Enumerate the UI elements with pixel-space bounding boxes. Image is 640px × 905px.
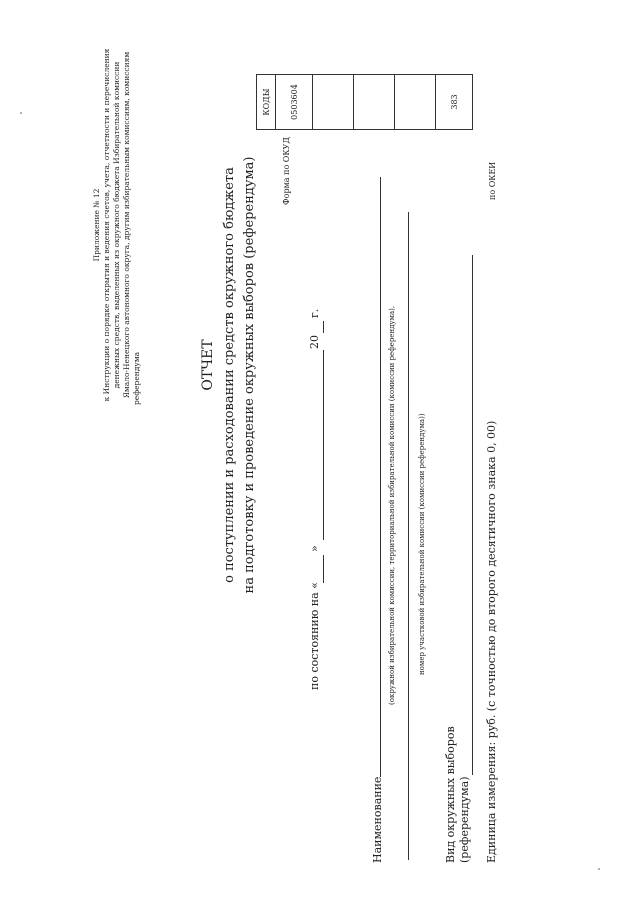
report-heading: ОТЧЕТ: [200, 339, 216, 391]
election-type-line[interactable]: [472, 255, 473, 775]
okei-label: по ОКЕИ: [488, 161, 497, 200]
appendix-line-4: референдума: [132, 351, 141, 405]
codes-table: [256, 74, 473, 130]
as-of-year-suffix: г.: [308, 308, 321, 318]
appendix-line-1: к Инструкции о порядке открытия и ведения счетов, учета, отчетности и перечисления: [102, 48, 111, 402]
as-of-quote-close: »: [308, 545, 321, 552]
as-of-label: по состоянию на «: [308, 582, 321, 690]
name-label: Наименование: [371, 776, 384, 863]
as-of-year-line[interactable]: [323, 321, 324, 333]
okud-code-cell: 0503604: [276, 75, 313, 130]
election-type-label-2: (референдума): [458, 776, 471, 863]
appendix-line-2: денежных средств, выделенных из окружного бюджета Избирательной комиссии: [112, 61, 121, 389]
report-title-line-2: на подготовку и проведение окружных выборов (референдума): [242, 156, 257, 594]
code-cell-empty-3[interactable]: [395, 75, 436, 130]
as-of-month-line[interactable]: [323, 350, 324, 540]
appendix-number: Приложение № 12: [92, 188, 101, 262]
name-hint-2: номер участковой избирательной комиссии (комиссии референдума)): [418, 413, 426, 675]
report-title-line-1: о поступлении и расходовании средств окружного бюджета: [222, 167, 237, 583]
scan-speck: [598, 868, 600, 870]
name-hint-1: (окружной избирательной комиссии, территориальной избирательной комиссии (комиссии референдума),: [388, 305, 396, 705]
election-type-label-1: Вид окружных выборов: [444, 726, 457, 863]
as-of-year-prefix: 20: [308, 335, 321, 349]
codes-header: КОДЫ: [257, 75, 276, 130]
okud-label: Форма по ОКУД: [282, 137, 291, 205]
code-cell-empty-2[interactable]: [354, 75, 395, 130]
scan-speck: [20, 112, 22, 114]
appendix-line-3: Ямало-Ненецкого автономного округа, другим избирательным комиссиям, комиссиям: [122, 51, 131, 399]
code-cell-empty-1[interactable]: [313, 75, 354, 130]
name-second-line[interactable]: [408, 212, 409, 860]
appendix-header: [92, 15, 142, 435]
okei-code-cell: 383: [436, 75, 473, 130]
unit-label: Единица измерения: руб. (с точностью до второго десятичного знака 0, 00): [485, 420, 498, 863]
as-of-day-line[interactable]: [323, 555, 324, 583]
name-field-line[interactable]: [380, 177, 381, 777]
